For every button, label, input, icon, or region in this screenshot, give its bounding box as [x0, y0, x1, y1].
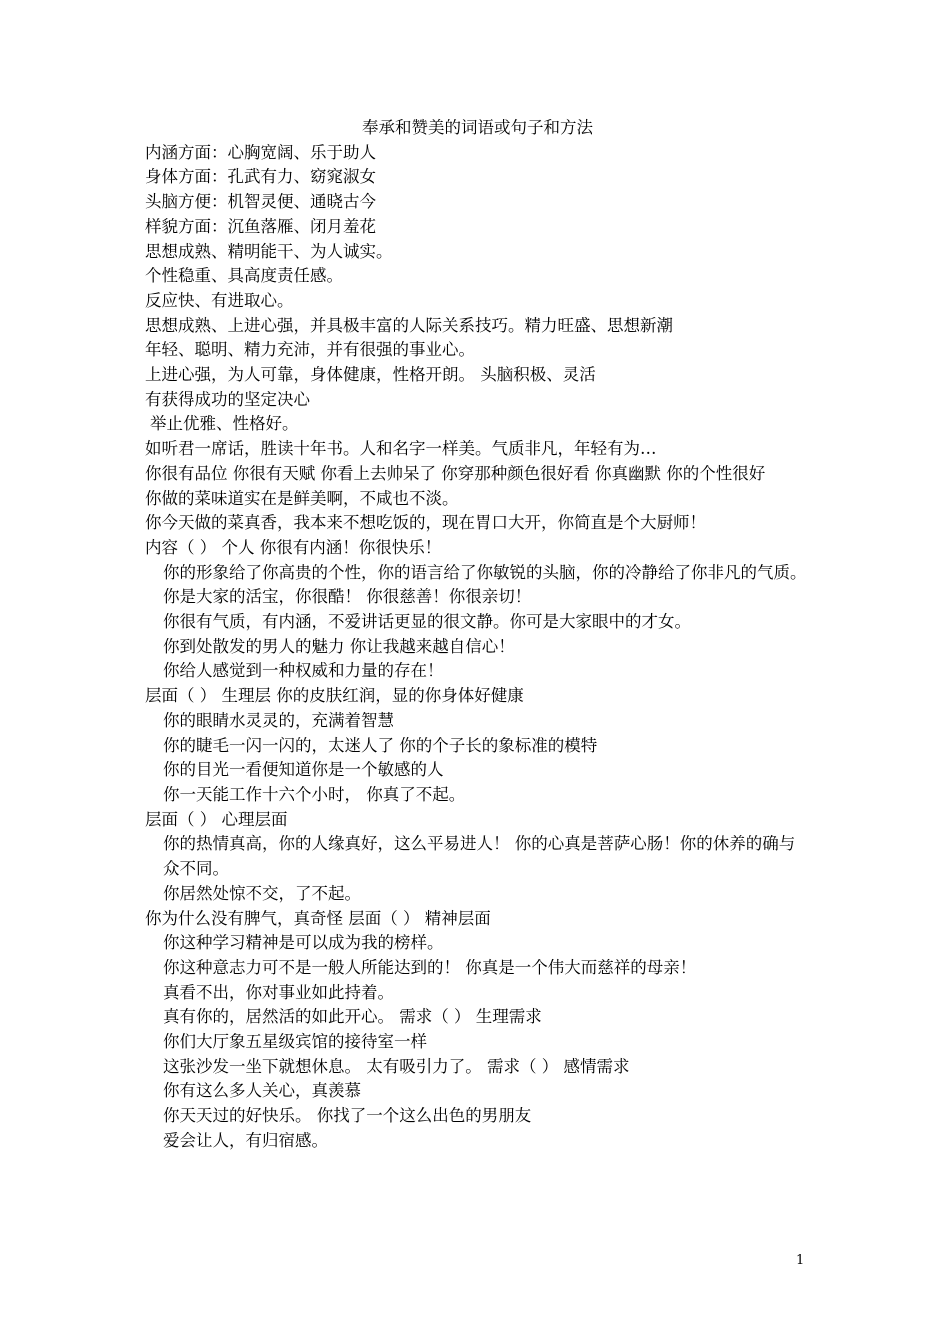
text-line: 真有你的，居然活的如此开心。 需求（ ） 生理需求 — [163, 1007, 542, 1027]
text-line: 个性稳重、具高度责任感。 — [145, 266, 343, 286]
text-line: 你天天过的好快乐。 你找了一个这么出色的男朋友 — [163, 1106, 532, 1126]
text-line: 你的热情真高，你的人缘真好，这么平易进人！ 你的心真是菩萨心肠！你的休养的确与众不同。 — [163, 834, 796, 879]
text-line: 你给人感觉到一种权威和力量的存在！ — [163, 661, 444, 681]
text-line: 层面（ ） 心理层面 — [145, 809, 288, 829]
document-title: 奉承和赞美的词语或句子和方法 — [362, 118, 593, 137]
text-line: 思想成熟、上进心强，并具极丰富的人际关系技巧。精力旺盛、思想新潮 — [145, 315, 673, 335]
text-line: 你有这么多人关心，真羡慕 — [163, 1081, 361, 1101]
text-line: 你的目光一看便知道你是一个敏感的人 — [163, 760, 444, 780]
text-line: 你是大家的活宝，你很酷！ 你很慈善！你很亲切！ — [163, 587, 532, 607]
text-line: 内容（ ） 个人 你很有内涵！你很快乐！ — [145, 537, 442, 557]
text-line: 你的眼睛水灵灵的，充满着智慧 — [163, 710, 394, 730]
text-line: 反应快、有进取心。 — [145, 290, 294, 310]
text-line: 头脑方便：机智灵便、通晓古今 — [145, 192, 376, 212]
text-line: 举止优雅、性格好。 — [150, 414, 299, 434]
text-line: 样貌方面：沉鱼落雁、闭月羞花 — [145, 216, 376, 236]
text-line: 你一天能工作十六个小时， 你真了不起。 — [163, 784, 466, 804]
text-line: 你很有品位 你很有天赋 你看上去帅呆了 你穿那种颜色很好看 你真幽默 你的个性很好 — [145, 463, 766, 483]
text-line: 你居然处惊不交，了不起。 — [163, 883, 361, 903]
text-line: 你做的菜味道实在是鲜美啊，不咸也不淡。 — [145, 488, 459, 508]
text-line: 这张沙发一坐下就想休息。 太有吸引力了。 需求（ ） 感情需求 — [163, 1056, 630, 1076]
text-line: 如听君一席话，胜读十年书。人和名字一样美。气质非凡，年轻有为… — [145, 439, 657, 459]
document-body — [145, 116, 810, 1154]
text-line: 层面（ ） 生理层 你的皮肤红润，显的你身体好健康 — [145, 686, 524, 706]
text-line: 有获得成功的坚定决心 — [145, 389, 310, 409]
page-number: 1 — [796, 1253, 805, 1268]
text-line: 你这种学习精神是可以成为我的榜样。 — [163, 933, 444, 953]
text-line: 你的形象给了你高贵的个性，你的语言给了你敏锐的头脑，你的冷静给了你非凡的气质。 — [163, 562, 807, 582]
text-line: 爱会让人，有归宿感。 — [163, 1130, 328, 1150]
text-line: 你很有气质，有内涵，不爱讲话更显的很文静。你可是大家眼中的才女。 — [163, 612, 691, 632]
text-line: 你到处散发的男人的魅力 你让我越来越自信心！ — [163, 636, 515, 656]
text-line: 你们大厅象五星级宾馆的接待室一样 — [163, 1032, 427, 1052]
text-line: 你这种意志力可不是一般人所能达到的！ 你真是一个伟大而慈祥的母亲！ — [163, 957, 697, 977]
text-line: 你为什么没有脾气，真奇怪 层面（ ） 精神层面 — [145, 908, 491, 928]
text-line: 真看不出，你对事业如此持着。 — [163, 982, 394, 1002]
text-line: 思想成熟、精明能干、为人诚实。 — [145, 241, 393, 261]
text-line: 身体方面：孔武有力、窈窕淑女 — [145, 167, 376, 187]
text-line: 年轻、聪明、精力充沛，并有很强的事业心。 — [145, 340, 475, 360]
text-line: 上进心强，为人可靠，身体健康，性格开朗。 头脑积极、灵活 — [145, 365, 596, 385]
text-line: 你今天做的菜真香，我本来不想吃饭的，现在胃口大开，你简直是个大厨师！ — [145, 513, 706, 533]
text-line: 内涵方面：心胸宽阔、乐于助人 — [145, 142, 376, 162]
text-line: 你的睫毛一闪一闪的，太迷人了 你的个子长的象标准的模特 — [163, 735, 598, 755]
